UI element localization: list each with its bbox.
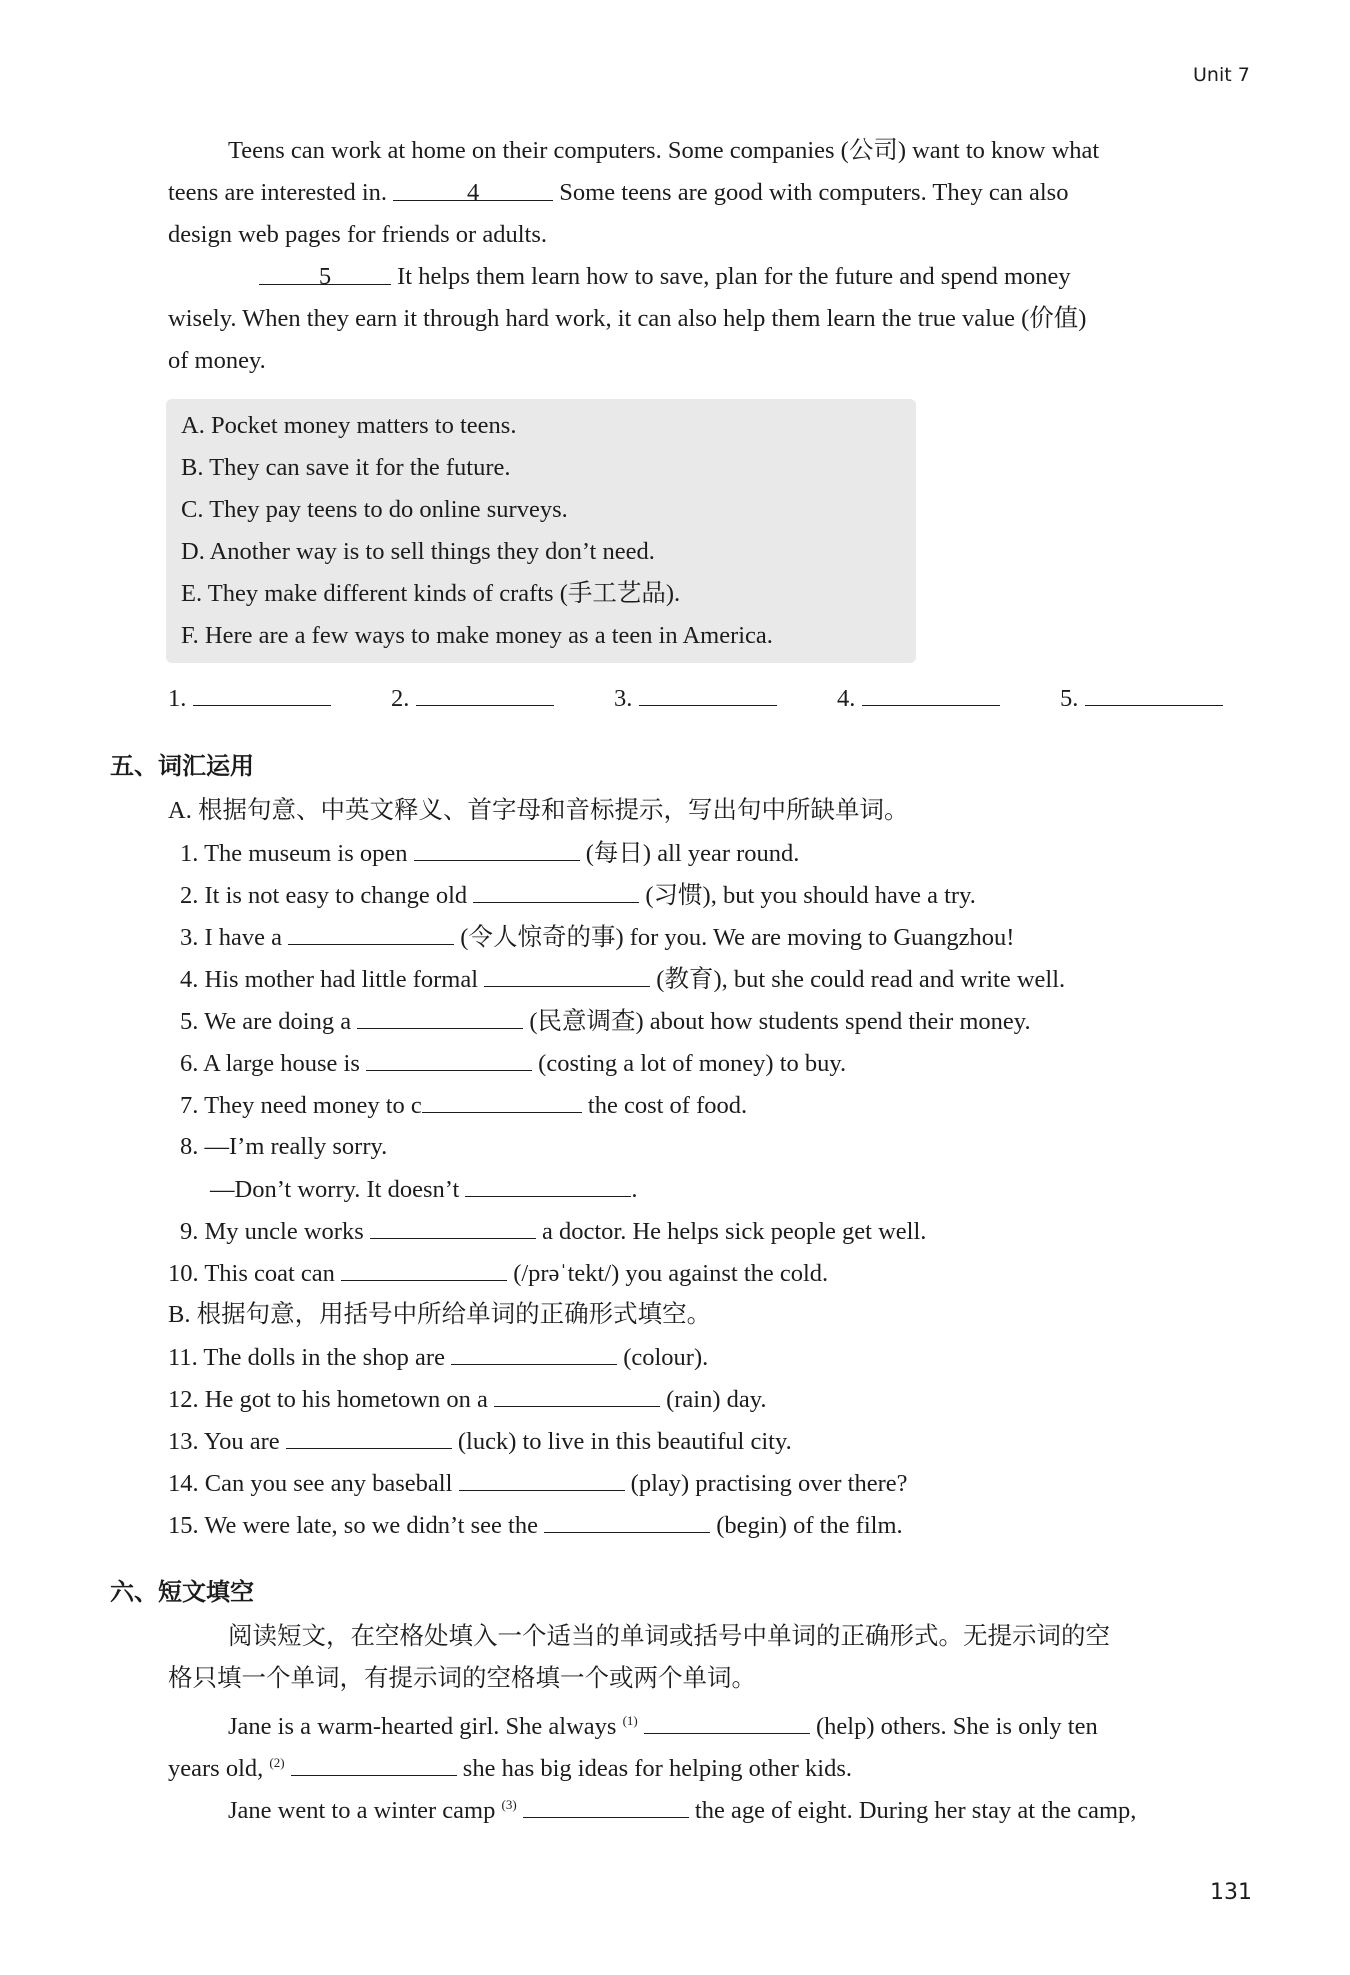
- list-item: 14. Can you see any baseball (play) practising over there?: [168, 1470, 908, 1497]
- answer-blank[interactable]: [193, 683, 331, 706]
- passage-line: design web pages for friends or adults.: [168, 221, 547, 248]
- list-item: 9. My uncle works a doctor. He helps sick people get well.: [180, 1218, 927, 1245]
- option-f: F. Here are a few ways to make money as a teen in America.: [181, 622, 773, 649]
- option-e: E. They make different kinds of crafts (手工艺品).: [181, 580, 681, 607]
- answer-blank[interactable]: [459, 1468, 625, 1491]
- answer-blank[interactable]: [473, 880, 639, 903]
- list-item: 4. His mother had little formal (教育), but she could read and write well.: [180, 966, 1066, 993]
- answer-blank[interactable]: [357, 1006, 523, 1029]
- passage-text: teens are interested in.: [168, 179, 388, 206]
- blank-marker: (3): [501, 1797, 517, 1812]
- answer-blank[interactable]: [291, 1753, 457, 1776]
- answer-blank[interactable]: [341, 1258, 507, 1281]
- answer-blank[interactable]: [484, 964, 650, 987]
- passage-line: Jane went to a winter camp $^{(3)}$ the age of eight. During her stay at the camp,: [228, 1797, 1137, 1825]
- passage-text: It helps them learn how to save, plan for the future and spend money: [397, 263, 1071, 290]
- list-item: 3. I have a (令人惊奇的事) for you. We are moving to Guangzhou!: [180, 924, 1015, 951]
- part-b-instruction: B. 根据句意，用括号中所给单词的正确形式填空。: [168, 1301, 712, 1328]
- passage-line: Teens can work at home on their computers. Some companies (公司) want to know what: [228, 137, 1100, 164]
- answer-blank[interactable]: [416, 683, 554, 706]
- answer-slot: 1.: [168, 683, 331, 714]
- section-5-title: 五、词汇运用: [110, 752, 254, 780]
- answer-blank[interactable]: [286, 1426, 452, 1449]
- answer-blank[interactable]: [288, 922, 454, 945]
- instruction-line: 格只填一个单词，有提示词的空格填一个或两个单词。: [168, 1665, 756, 1692]
- list-item: 8. —I’m really sorry.: [180, 1133, 388, 1160]
- blank-4[interactable]: 4: [393, 178, 553, 201]
- unit-label: Unit 7: [1193, 64, 1250, 86]
- passage-line: [259, 262, 1071, 292]
- list-item: 6. A large house is (costing a lot of money) to buy.: [180, 1050, 847, 1077]
- list-item: 13. You are (luck) to live in this beautiful city.: [168, 1428, 792, 1455]
- blank-marker: (1): [622, 1713, 638, 1728]
- answer-blank[interactable]: [494, 1384, 660, 1407]
- part-a-instruction: A. 根据句意、中英文释义、首字母和音标提示，写出句中所缺单词。: [168, 797, 909, 824]
- answer-slot: 2.: [391, 683, 554, 714]
- option-d: D. Another way is to sell things they don’t need.: [181, 538, 655, 565]
- section-6-title: 六、短文填空: [110, 1578, 254, 1606]
- answer-slot: 3.: [614, 683, 777, 714]
- passage-line: wisely. When they earn it through hard work, it can also help them learn the true value (价值): [168, 305, 1087, 332]
- list-item: 12. He got to his hometown on a (rain) day.: [168, 1386, 767, 1413]
- option-c: C. They pay teens to do online surveys.: [181, 496, 568, 523]
- answer-blank[interactable]: [366, 1048, 532, 1071]
- answer-blank[interactable]: [523, 1795, 689, 1818]
- list-item: —Don’t worry. It doesn’t .: [210, 1176, 638, 1203]
- passage-line: years old, $^{(2)}$ she has big ideas for helping other kids.: [168, 1755, 852, 1783]
- answer-slot: 5.: [1060, 683, 1223, 714]
- answer-slot: 4.: [837, 683, 1000, 714]
- answer-blank[interactable]: [639, 683, 777, 706]
- passage-line: [168, 178, 1068, 208]
- list-item: 10. This coat can (/prəˈtekt/) you against the cold.: [168, 1260, 829, 1287]
- instruction-line: 阅读短文，在空格处填入一个适当的单词或括号中单词的正确形式。无提示词的空: [228, 1623, 1110, 1650]
- answer-blank[interactable]: [1085, 683, 1223, 706]
- answer-blank[interactable]: [370, 1216, 536, 1239]
- answer-blank[interactable]: [451, 1342, 617, 1365]
- blank-marker: (2): [269, 1755, 285, 1770]
- answer-blank[interactable]: [422, 1090, 582, 1113]
- passage-text: Some teens are good with computers. They can also: [559, 179, 1069, 206]
- answer-blank[interactable]: [465, 1174, 631, 1197]
- page-number: 131: [1210, 1880, 1252, 1905]
- list-item: 5. We are doing a (民意调查) about how students spend their money.: [180, 1008, 1031, 1035]
- option-a: A. Pocket money matters to teens.: [181, 412, 517, 439]
- passage-line: of money.: [168, 347, 266, 374]
- list-item: 1. The museum is open (每日) all year round.: [180, 840, 800, 867]
- answer-blank[interactable]: [644, 1711, 810, 1734]
- list-item: 11. The dolls in the shop are (colour).: [168, 1344, 709, 1371]
- list-item: 7. They need money to c the cost of food.: [180, 1092, 748, 1119]
- list-item: 2. It is not easy to change old (习惯), but you should have a try.: [180, 882, 976, 909]
- answer-blank[interactable]: [862, 683, 1000, 706]
- passage-line: Jane is a warm-hearted girl. She always $^{(1)}$ (help) others. She is only ten: [228, 1713, 1098, 1741]
- option-b: B. They can save it for the future.: [181, 454, 511, 481]
- answer-blank[interactable]: [544, 1510, 710, 1533]
- list-item: 15. We were late, so we didn’t see the (begin) of the film.: [168, 1512, 903, 1539]
- answer-blank[interactable]: [414, 838, 580, 861]
- blank-5[interactable]: 5: [259, 262, 391, 285]
